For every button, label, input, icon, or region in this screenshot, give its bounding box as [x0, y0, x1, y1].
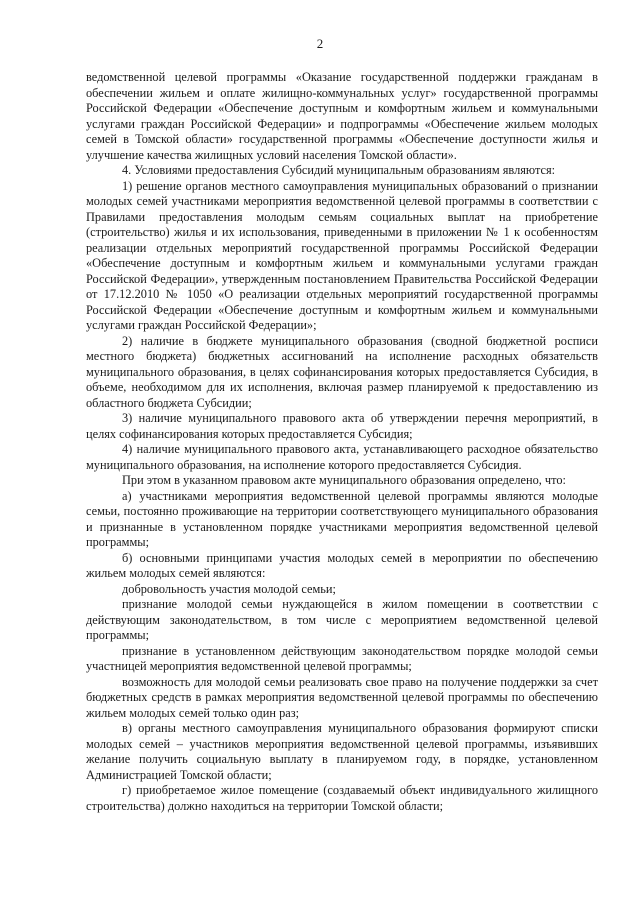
paragraph-item-b: б) основными принципами участия молодых семей в мероприятии по обеспечению жильем молодых семей являются:: [86, 550, 598, 580]
paragraph-condition-4: 4) наличие муниципального правового акта, устанавливающего расходное обязательство муниципального образования, на исполнение которого предоставляется Субсидия.: [86, 442, 598, 472]
document-body: [86, 70, 598, 814]
paragraph-item-a: а) участниками мероприятия ведомственной целевой программы являются молодые семьи, постоянно проживающие на территории соответствующего муниципального образования и признанные в установленном порядке участниками мероприятия ведомственной целевой программы;: [86, 488, 598, 549]
paragraph-principle-need: признание молодой семьи нуждающейся в жилом помещении в соответствии с действующим законодательством, в том числе с мероприятием ведомственной целевой программы;: [86, 597, 598, 642]
paragraph-principle-once: возможность для молодой семьи реализовать свое право на получение поддержки за счет бюджетных средств в рамках мероприятия ведомственной целевой программы по обеспечению жильем молодых семей только один раз;: [86, 674, 598, 720]
paragraph-principle-voluntary: добровольность участия молодой семьи;: [122, 581, 336, 596]
paragraph-item-v: в) органы местного самоуправления муниципального образования формируют списки молодых семей – участников мероприятия ведомственной целевой программы, изъявивших желание получить социальную выплату в планируемом году, в порядке, установленном Администрацией Томской области;: [86, 721, 598, 782]
paragraph-program-continuation: ведомственной целевой программы «Оказание государственной поддержки гражданам в обеспечении жильем и оплате жилищно-коммунальных услуг» государственной программы Российской Федерации «Обеспечение доступным и комфортным жильем и коммунальными услугами граждан Российской Федерации» и подпрограммы «Обеспечение жильем молодых семей в Томской области» государственной программы «Обеспечение доступности жилья и улучшение качества жилищных условий населения Томской области».: [86, 70, 598, 162]
paragraph-principle-recognition: признание в установленном действующим законодательством порядке молодой семьи участницей мероприятия ведомственной целевой программы;: [86, 643, 598, 673]
paragraph-condition-2: 2) наличие в бюджете муниципального образования (сводной бюджетной росписи местного бюджета) бюджетных ассигнований на исполнение расходных обязательств муниципального образования, в целях софинансирования которых предоставляется Субсидия, в объеме, необходимом для их исполнения, включая размер планируемой к предоставлению из областного бюджета Субсидии;: [86, 333, 598, 410]
page-number: 2: [316, 36, 324, 51]
paragraph-condition-3: 3) наличие муниципального правового акта об утверждении перечня мероприятий, в целях софинансирования которых предоставляется Субсидия;: [86, 411, 598, 441]
paragraph-item-g: г) приобретаемое жилое помещение (создаваемый объект индивидуального жилищного строительства) должно находиться на территории Томской области;: [86, 783, 598, 813]
paragraph-section-4-heading: 4. Условиями предоставления Субсидий муниципальным образованиям являются:: [122, 163, 556, 177]
paragraph-condition-1: 1) решение органов местного самоуправления муниципальных образований о признании молодых семей участниками мероприятия ведомственной целевой программы в соответствии с Правилами предоставления молодым семьям социальных выплат на приобретение (строительство) жилья и их использования, приведенными в приложении № 1 к особенностям реализации отдельных мероприятий государственной программы Российской Федерации «Обеспечение доступным и комфортным жильем и коммунальными услугами граждан Российской Федерации», утвержденным постановлением Правительства Российской Федерации от 17.12.2010 № 1050 «О реализации отдельных мероприятий государственной программы Российской Федерации «Обеспечение доступным и комфортным жильем и коммунальными услугами граждан Российской Федерации»;: [86, 178, 598, 332]
paragraph-legal-act-intro: При этом в указанном правовом акте муниципального образования определено, что:: [122, 473, 566, 487]
